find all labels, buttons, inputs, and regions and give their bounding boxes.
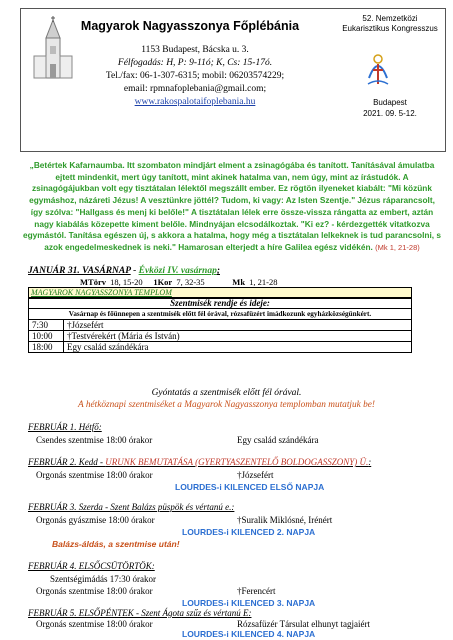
gospel-body: „Betértek Kafarnaumba. Itt szombaton mindjárt elment a zsinagógába és tanított. Tanításával ámulatba ejtett mindenkit, mert úgy tanított, mint akinek hatalma van, nem úgy, mint az írástudók. A zsinagógájukban volt egy tisztátalan lélektől megszállt ember. Ez rögtön ilyeneket kiabált: "Mi közünk egymáshoz, názáreti Jézus! A vesztünkre jöttél? Tudom, ki vagy: Az Isten Szentje." Jézus ráparancsolt, így szólva: "Hallgass és menj ki belőle!" A tisztátalan lélek erre össze-vissza rángatta az embert, aztán nagy kiabálás közepette kiment belőle. Mindnyájan elcsodálkoztak. "Ki ez? - kérdezgették vitatkozva egymástól. Tanítása egészen új, s akkora a hatalma, hogy még a tisztátalan lelkeknek is tud parancsolni, s azok engedelmeskednek is neki." Hamarosan elterjedt a híre Galilea egész vidékén. <box>22 160 442 252</box>
table-row: 18:00 Egy család szándékára <box>29 342 412 353</box>
gospel-text <box>22 160 442 254</box>
table-row: 10:00 †Testvérekért (Mária és István) <box>29 331 412 342</box>
confession-note: Gyóntatás a szentmisék előtt fél órával. <box>151 388 302 398</box>
website-link[interactable]: www.rakospalotaifoplebania.hu <box>134 97 256 107</box>
mass-text: Orgonás szentmise 18:00 órakor <box>36 619 153 629</box>
mass-text: Csendes szentmise 18:00 órakor <box>36 435 153 445</box>
mass-intent: †Ferencért <box>237 586 276 596</box>
email: email: rpmnafoplebania@gmail.com; <box>123 84 267 94</box>
mass-intent: †Józsefért <box>237 470 274 480</box>
mass-schedule-table <box>28 297 412 353</box>
schedule-heading: Szentmisék rendje és ideje: <box>29 298 412 309</box>
congress-info <box>340 97 440 119</box>
congress-city: Budapest <box>373 98 407 107</box>
lourdes-novena: LOURDES-i KILENCED 2. NAPJA <box>182 527 316 537</box>
mass-text: Orgonás szentmise 18:00 órakor <box>36 586 153 596</box>
schedule-note: Vasárnap és főünnepen a szentmisék előtt fél órával, rózsafüzért imádkozunk egyházközségünkért. <box>29 309 412 320</box>
church-name: MAGYAROK NAGYASSZONYA TEMPLOM <box>28 287 412 299</box>
contact-block <box>80 44 310 109</box>
congress-logo-icon <box>365 48 391 88</box>
day-heading: FEBRUÁR 5. ELSŐPÉNTEK - Szent Ágota szűz és vértanú E: <box>28 608 252 618</box>
gospel-reference: (Mk 1, 21-28) <box>375 242 420 252</box>
congress-date: 2021. 09. 5-12. <box>363 109 417 118</box>
lourdes-novena: LOURDES-i KILENCED 3. NAPJA <box>182 598 316 608</box>
day-heading: FEBRUÁR 1. Hétfő: <box>28 422 102 432</box>
weekday-note: A hétköznapi szentmiséket a Magyarok Nagyasszonya templomban mutatjuk be! <box>78 400 375 410</box>
office-hours: Félfogadás: H, P: 9-11ó; K, Cs: 15-17ó. <box>117 58 273 68</box>
lourdes-novena: LOURDES-i KILENCED 4. NAPJA <box>182 629 316 639</box>
table-row: 7:30 †Józsefért <box>29 320 412 331</box>
mass-intent: †Suralik Miklósné, Irénért <box>237 515 333 525</box>
adoration-text: Szentségimádás 17:30 órakor <box>50 574 156 584</box>
parish-title: Magyarok Nagyasszonya Főplébánia <box>80 19 300 33</box>
congress-title: 52. Nemzetközi Eukarisztikus Kongresszus <box>342 14 438 33</box>
address: 1153 Budapest, Bácska u. 3. <box>141 45 249 55</box>
mass-intent: Egy család szándékára <box>237 435 319 445</box>
day-heading: FEBRUÁR 3. Szerda - Szent Balázs püspök és vértanú e.: <box>28 502 235 512</box>
sunday-feast: Évközi IV. vasárnap <box>138 266 217 276</box>
blessing-note: Balázs-áldás, a szentmise után! <box>52 539 180 549</box>
church-logo-icon <box>28 16 78 86</box>
day-heading: FEBRUÁR 4. ELSŐCSÜTÖRTÖK: <box>28 561 155 571</box>
mass-text: Orgonás gyászmise 18:00 órakor <box>36 515 155 525</box>
mass-intent: Rózsafüzér Társulat elhunyt tagjaiért <box>237 619 371 629</box>
sunday-heading: JANUÁR 31. VASÁRNAP - Évközi IV. vasárnap; <box>28 266 220 276</box>
readings: MTörv 18, 15-20 1Kor 7, 32-35 Mk 1, 21-28 <box>80 277 278 287</box>
day-heading: FEBRUÁR 2. Kedd - URUNK BEMUTATÁSA (GYERTYASZENTELŐ BOLDOGASSZONY) Ü.: <box>28 457 372 467</box>
mass-text: Orgonás szentmise 18:00 órakor <box>36 470 153 480</box>
lourdes-novena: LOURDES-i KILENCED ELSŐ NAPJA <box>175 482 325 492</box>
sunday-date: JANUÁR 31. VASÁRNAP <box>28 266 131 276</box>
phone: Tel./fax: 06-1-307-6315; mobil: 06203574229; <box>105 71 285 81</box>
